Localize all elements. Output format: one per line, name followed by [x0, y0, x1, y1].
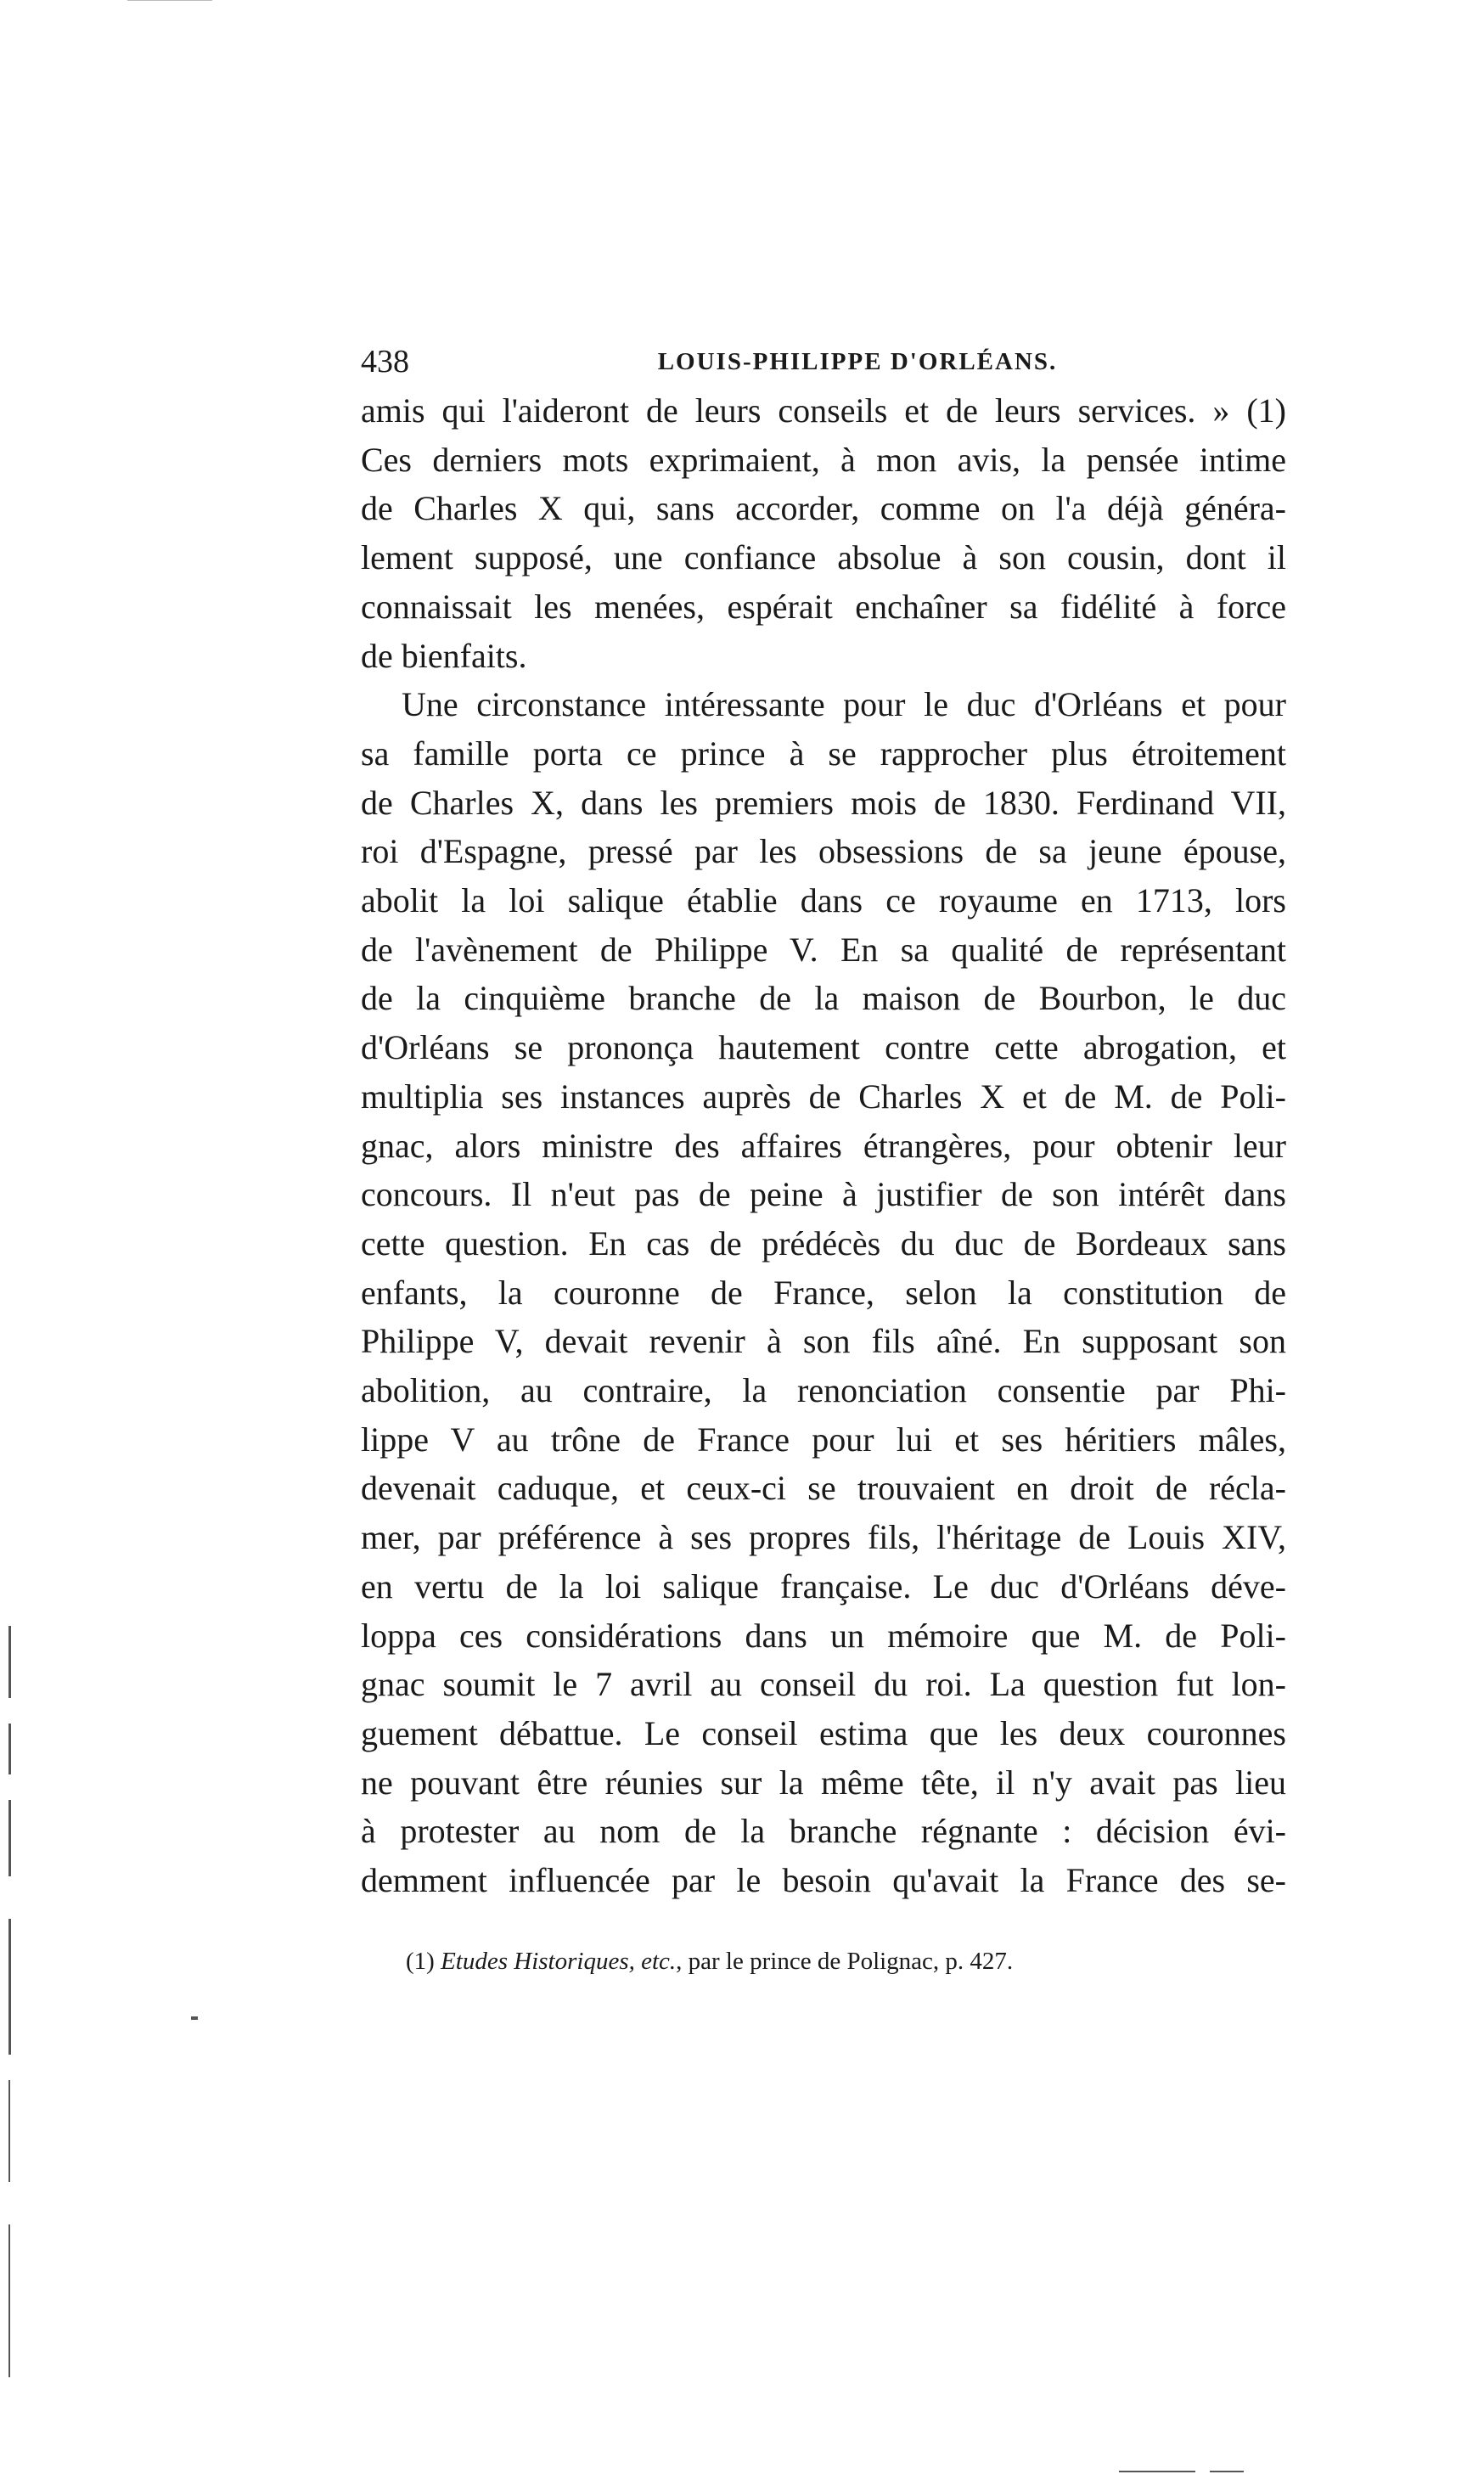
text-line: abolit la loi salique établie dans ce royaume en 1713, lors [361, 881, 1286, 920]
scan-mark [8, 2224, 10, 2377]
footnote-marker: (1) [406, 1948, 435, 1975]
text-line: multiplia ses instances auprès de Charles X et de M. de Poli- [361, 1077, 1286, 1116]
running-title: LOUIS-PHILIPPE D'ORLÉANS. [657, 348, 1058, 375]
text-line: demment influencée par le besoin qu'avait la France des se- [361, 1861, 1286, 1900]
text-line: de l'avènement de Philippe V. En sa qualité de représentant [361, 930, 1286, 969]
text-line: connaissait les menées, espérait enchaîner sa fidélité à force [361, 587, 1286, 626]
text-line: de Charles X, dans les premiers mois de 1830. Ferdinand VII, [361, 783, 1286, 822]
scan-mark [8, 1800, 11, 1876]
scan-mark [1210, 2471, 1244, 2472]
footnote-citation: , par le prince de Polignac, p. 427. [676, 1948, 1014, 1975]
text-line: lement supposé, une confiance absolue à son cousin, dont il [361, 538, 1286, 577]
text-line: roi d'Espagne, pressé par les obsessions de sa jeune épouse, [361, 832, 1286, 871]
text-line: guement débattue. Le conseil estima que les deux couronnes [361, 1713, 1286, 1752]
paragraph-1 [361, 386, 1286, 680]
text-line: ne pouvant être réunies sur la même tête, il n'y avait pas lieu [361, 1763, 1286, 1802]
body-text [361, 386, 1286, 1905]
text-line: Ces derniers mots exprimaient, à mon avis, la pensée intime [361, 440, 1286, 479]
text-line: concours. Il n'eut pas de peine à justifier de son intérêt dans [361, 1175, 1286, 1214]
scan-mark [191, 2016, 198, 2020]
footnote [406, 1944, 1013, 1978]
text-line: gnac soumit le 7 avril au conseil du roi. La question fut lon- [361, 1665, 1286, 1704]
page-header [361, 338, 1286, 385]
text-line: sa famille porta ce prince à se rapprocher plus étroitement [361, 734, 1286, 773]
text-line: mer, par préférence à ses propres fils, l'héritage de Louis XIV, [361, 1518, 1286, 1557]
scan-mark [8, 1724, 11, 1774]
text-line: en vertu de la loi salique française. Le duc d'Orléans déve- [361, 1566, 1286, 1606]
text-line: devenait caduque, et ceux-ci se trouvaient en droit de récla- [361, 1469, 1286, 1508]
scan-mark [8, 1626, 11, 1698]
paragraph-2 [361, 680, 1286, 1905]
text-line: de bienfaits. [361, 636, 527, 675]
text-line: de Charles X qui, sans accorder, comme on l'a déjà généra- [361, 489, 1286, 528]
text-line: à protester au nom de la branche régnante : décision évi- [361, 1812, 1286, 1851]
text-line: cette question. En cas de prédécès du duc de Bordeaux sans [361, 1223, 1286, 1262]
text-line: Philippe V, devait revenir à son fils aîné. En supposant son [361, 1322, 1286, 1361]
scan-mark [127, 0, 212, 1]
text-line: loppa ces considérations dans un mémoire que M. de Poli- [361, 1616, 1286, 1655]
page-number: 438 [361, 344, 409, 380]
text-line: lippe V au trône de France pour lui et ses héritiers mâles, [361, 1420, 1286, 1459]
text-line: enfants, la couronne de France, selon la constitution de [361, 1273, 1286, 1312]
text-line: gnac, alors ministre des affaires étrangères, pour obtenir leur [361, 1126, 1286, 1165]
text-line: amis qui l'aideront de leurs conseils et de leurs services. » (1) [361, 391, 1286, 430]
footnote-title: Etudes Historiques, etc. [441, 1948, 677, 1975]
scan-mark [1119, 2471, 1195, 2472]
text-line: de la cinquième branche de la maison de Bourbon, le duc [361, 979, 1286, 1018]
text-line: d'Orléans se prononça hautement contre cette abrogation, et [361, 1028, 1286, 1067]
scan-mark [8, 1919, 11, 2055]
text-line: abolition, au contraire, la renonciation consentie par Phi- [361, 1371, 1286, 1410]
scan-mark [8, 2080, 10, 2182]
text-line: Une circonstance intéressante pour le duc d'Orléans et pour [402, 685, 1286, 724]
